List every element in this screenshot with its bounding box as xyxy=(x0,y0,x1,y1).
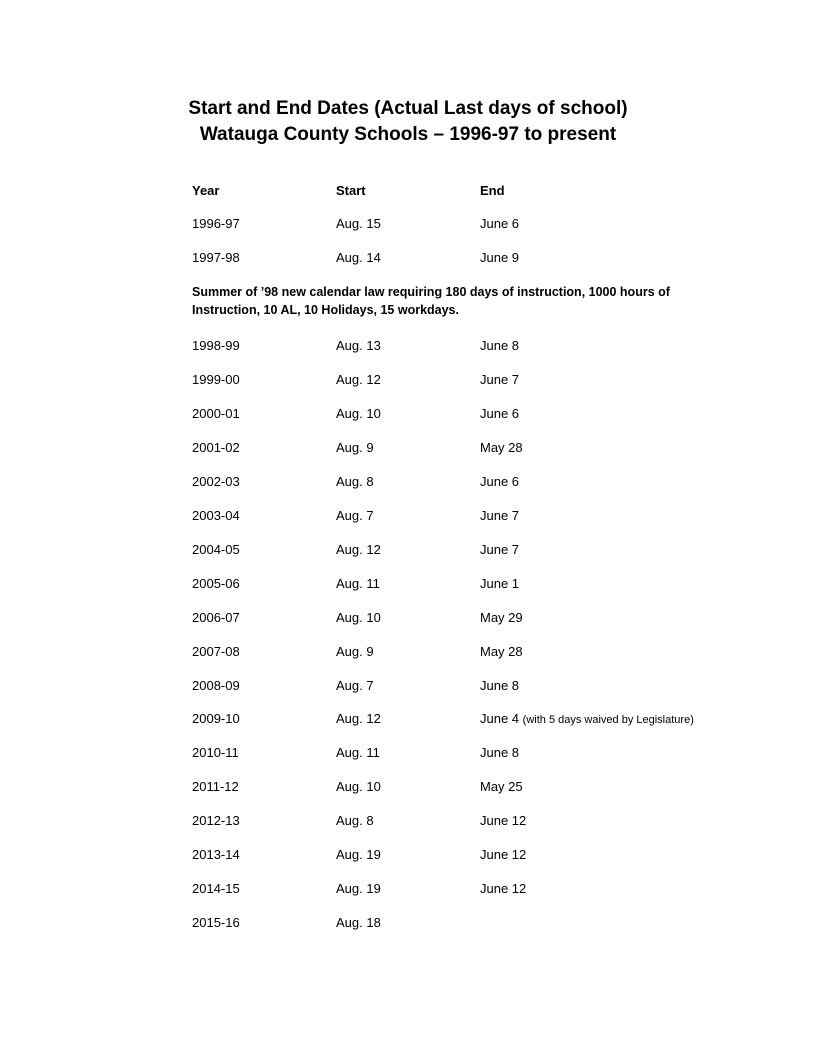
cell-start: Aug. 7 xyxy=(336,677,374,693)
table-row xyxy=(0,404,816,424)
page-subtitle: Watauga County Schools – 1996-97 to present xyxy=(199,124,617,145)
cell-end-date: June 8 xyxy=(480,745,520,761)
table-row xyxy=(0,472,816,492)
cell-start: Aug. 10 xyxy=(336,779,381,795)
cell-start: Aug. 10 xyxy=(336,609,381,625)
cell-end-date: June 12 xyxy=(480,847,527,863)
cell-start: Aug. 11 xyxy=(336,575,380,591)
cell-start: Aug. 12 xyxy=(336,711,381,727)
table-row xyxy=(0,743,816,763)
cell-year: 2004-05 xyxy=(192,541,240,557)
cell-end-date: June 7 xyxy=(480,541,520,557)
cell-end xyxy=(480,709,694,730)
table-row xyxy=(0,676,816,696)
cell-end-date: June 9 xyxy=(480,250,520,265)
cell-end xyxy=(480,370,519,390)
cell-start: Aug. 7 xyxy=(336,507,374,523)
cell-year: 2010-11 xyxy=(192,745,239,761)
cell-end-date: May 28 xyxy=(480,439,523,455)
cell-year: 2008-09 xyxy=(192,677,240,693)
cell-start: Aug. 9 xyxy=(336,439,374,455)
table-row xyxy=(0,608,816,628)
cell-end xyxy=(480,248,519,268)
table-row xyxy=(0,248,816,268)
column-header-year: Year xyxy=(192,183,220,198)
cell-year: 2009-10 xyxy=(192,711,240,727)
cell-start: Aug. 11 xyxy=(336,745,380,761)
column-header-end: End xyxy=(480,183,505,198)
cell-year: 2002-03 xyxy=(192,473,240,489)
cell-end xyxy=(480,438,523,458)
cell-year: 1997-98 xyxy=(192,250,240,265)
cell-end xyxy=(480,676,519,696)
table-row xyxy=(0,845,816,865)
cell-end xyxy=(480,574,519,594)
cell-start: Aug. 19 xyxy=(336,847,381,863)
cell-start: Aug. 12 xyxy=(336,541,381,557)
cell-year: 2011-12 xyxy=(192,779,239,795)
cell-year: 2001-02 xyxy=(192,439,240,455)
cell-end-date: June 6 xyxy=(480,216,520,231)
cell-end-note: (with 5 days waived by Legislature) xyxy=(522,714,694,727)
cell-end xyxy=(480,336,519,356)
column-header-start: Start xyxy=(336,183,366,198)
cell-end xyxy=(480,404,519,424)
table-row xyxy=(0,336,816,356)
cell-start: Aug. 8 xyxy=(336,813,374,829)
cell-end-date: May 25 xyxy=(480,779,523,795)
cell-start: Aug. 13 xyxy=(336,338,381,353)
table-row xyxy=(0,506,816,526)
table-row xyxy=(0,642,816,662)
cell-end xyxy=(480,845,526,865)
cell-end xyxy=(480,472,519,492)
cell-end xyxy=(480,608,523,628)
cell-year: 2007-08 xyxy=(192,643,240,659)
cell-year: 2015-16 xyxy=(192,915,240,931)
cell-end xyxy=(480,540,519,560)
cell-year: 1998-99 xyxy=(192,338,240,353)
cell-end-date: May 29 xyxy=(480,609,523,625)
table-row xyxy=(0,540,816,560)
cell-year: 2014-15 xyxy=(192,881,240,897)
cell-end-date: June 8 xyxy=(480,338,520,353)
cell-end xyxy=(480,214,519,234)
table-row xyxy=(0,879,816,899)
cell-end-date: June 8 xyxy=(480,677,520,693)
table-row xyxy=(0,438,816,458)
table-header-row xyxy=(0,181,816,201)
table-row xyxy=(0,214,816,234)
cell-year: 2006-07 xyxy=(192,609,240,625)
table-row xyxy=(0,574,816,594)
table-row xyxy=(0,370,816,390)
cell-end-date: June 7 xyxy=(480,371,520,387)
cell-year: 2013-14 xyxy=(192,847,240,863)
cell-year: 2005-06 xyxy=(192,575,240,591)
cell-start: Aug. 19 xyxy=(336,881,381,897)
cell-end-date: June 4 xyxy=(480,711,520,727)
cell-end xyxy=(480,506,519,526)
cell-end-date: June 6 xyxy=(480,473,520,489)
cell-end-date: June 6 xyxy=(480,405,520,421)
table-row xyxy=(0,811,816,831)
cell-year: 2000-01 xyxy=(192,405,240,421)
cell-end xyxy=(480,743,519,763)
cell-start: Aug. 15 xyxy=(336,216,381,231)
cell-end xyxy=(480,879,526,899)
cell-start: Aug. 10 xyxy=(336,405,381,421)
table-row xyxy=(0,709,816,729)
cell-year: 2012-13 xyxy=(192,813,240,829)
calendar-law-note: Summer of ’98 new calendar law requiring 180 days of instruction, 1000 hours of Instruction, 10 AL, 10 Holidays, 15 workdays. xyxy=(192,285,670,317)
cell-year: 2003-04 xyxy=(192,507,240,523)
table-row xyxy=(0,777,816,797)
cell-start: Aug. 18 xyxy=(336,915,381,931)
cell-start: Aug. 9 xyxy=(336,643,374,659)
cell-end xyxy=(480,642,523,662)
table-row xyxy=(0,913,816,933)
cell-start: Aug. 12 xyxy=(336,371,381,387)
cell-end-date: June 1 xyxy=(480,575,520,591)
cell-end xyxy=(480,811,526,831)
page-title: Start and End Dates (Actual Last days of school) xyxy=(188,98,628,119)
cell-end xyxy=(480,777,523,797)
cell-year: 1999-00 xyxy=(192,371,240,387)
cell-end-date: May 28 xyxy=(480,643,523,659)
cell-year: 1996-97 xyxy=(192,216,240,231)
cell-end-date: June 12 xyxy=(480,881,527,897)
cell-start: Aug. 14 xyxy=(336,250,381,265)
cell-start: Aug. 8 xyxy=(336,473,374,489)
cell-end-date: June 12 xyxy=(480,813,527,829)
cell-end-date: June 7 xyxy=(480,507,520,523)
